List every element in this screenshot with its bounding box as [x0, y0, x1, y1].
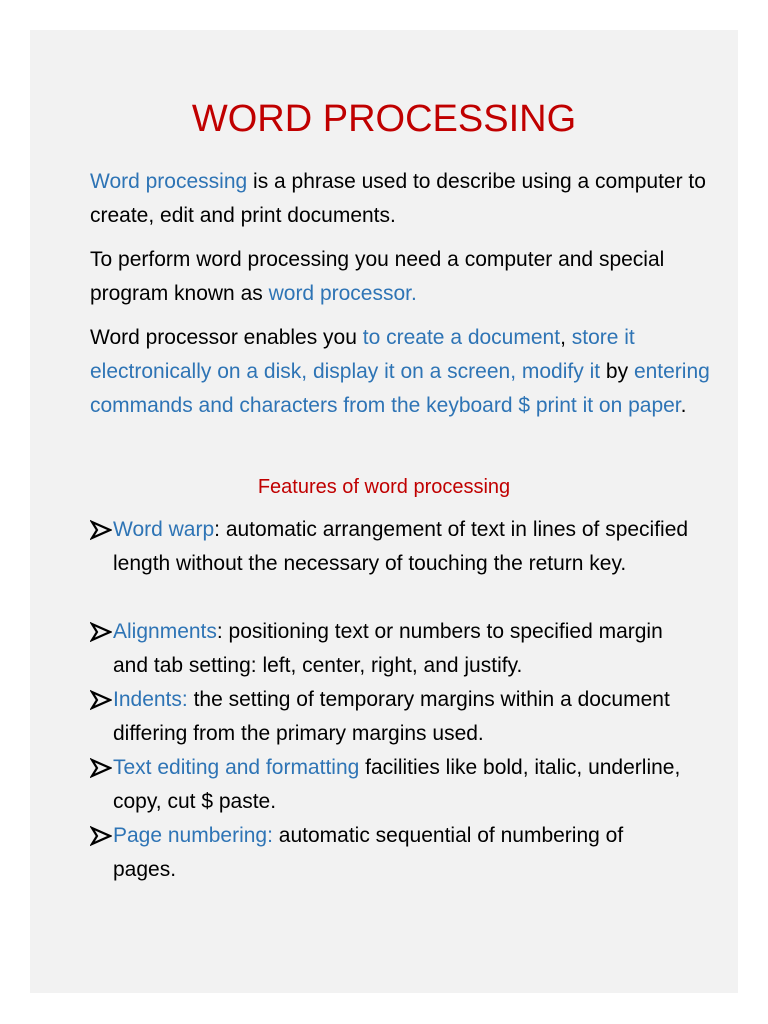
intro-paragraph: [90, 165, 710, 233]
feature-item-text-editing: [90, 751, 690, 819]
capability-store: store it electronically on a disk, display it on a screen, modify it: [90, 326, 635, 383]
feature-term: Alignments: [113, 620, 217, 643]
feature-term: Indents:: [113, 688, 188, 711]
arrow-bullet-icon: [90, 751, 112, 785]
capabilities-text-4: .: [680, 394, 687, 417]
arrow-bullet-icon: [90, 683, 112, 717]
term-word-processor: word processor.: [268, 282, 417, 305]
capabilities-paragraph: [90, 321, 710, 423]
arrow-bullet-icon: [90, 819, 112, 853]
features-heading: Features of word processing: [257, 476, 511, 498]
feature-item-word-warp: [90, 513, 690, 581]
feature-description: : automatic arrangement of text in lines of specified length without the necessary of touching the return key.: [113, 518, 689, 575]
feature-item-alignments: [90, 615, 690, 683]
capability-enter: entering commands and characters from the keyboard $ print it on paper: [90, 360, 710, 417]
requirements-text: To perform word processing you need a computer and special program known as: [90, 248, 665, 305]
capabilities-text-1: Word processor enables you: [90, 326, 363, 349]
feature-term: Text editing and formatting: [113, 756, 360, 779]
feature-description: automatic sequential of numbering of pages.: [113, 824, 624, 881]
feature-description: facilities like bold, italic, underline, copy, cut $ paste.: [113, 756, 681, 813]
capabilities-text-3: by: [600, 360, 634, 383]
term-word-processing: Word processing: [90, 170, 248, 193]
feature-description: : positioning text or numbers to specified margin and tab setting: left, center, right, and justify.: [113, 620, 663, 677]
feature-term: Page numbering:: [113, 824, 273, 847]
feature-description: the setting of temporary margins within a document differing from the primary margins used.: [113, 688, 670, 745]
capabilities-text-2: ,: [560, 326, 572, 349]
feature-item-indents: [90, 683, 690, 751]
feature-term: Word warp: [113, 518, 215, 541]
requirements-paragraph: [90, 243, 710, 311]
arrow-bullet-icon: [90, 513, 112, 547]
feature-item-page-numbering: [90, 819, 690, 887]
page-title: WORD PROCESSING: [191, 98, 577, 140]
document-page: [30, 30, 738, 993]
arrow-bullet-icon: [90, 615, 112, 649]
capability-create: to create a document: [362, 326, 561, 349]
intro-text: is a phrase used to describe using a computer to create, edit and print documents.: [90, 170, 706, 227]
